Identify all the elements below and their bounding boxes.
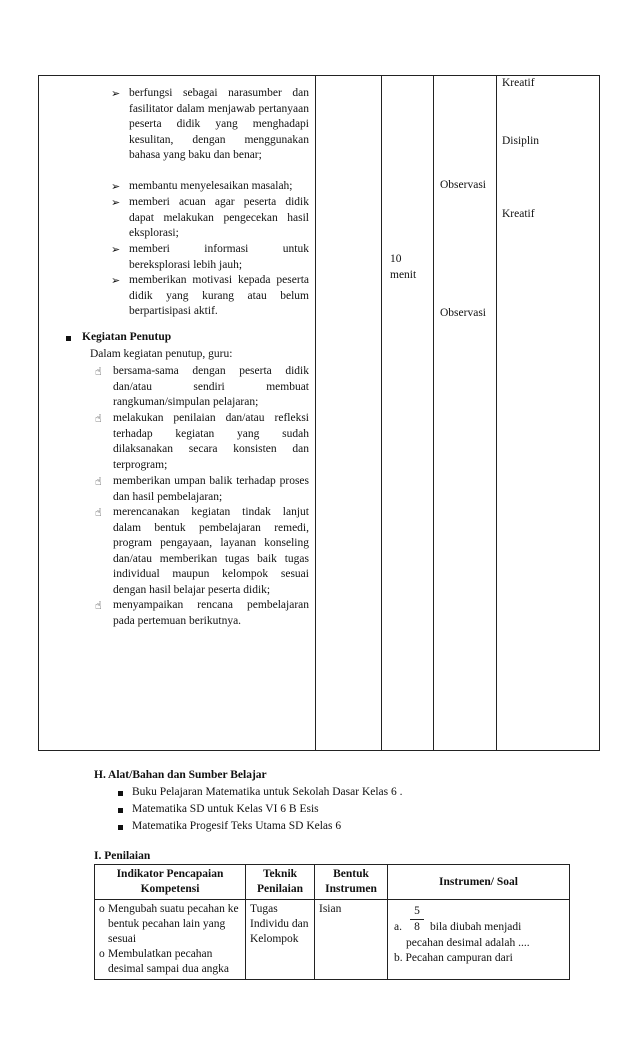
hand-bullet-icon: ☝	[95, 475, 102, 488]
arrow-bullet-icon: ➢	[111, 180, 121, 193]
header-form: Bentuk Instrumen	[315, 865, 388, 900]
fraction-denominator: 8	[414, 921, 420, 933]
hand-bullet-icon: ☝	[95, 365, 102, 378]
indicator-item: Membulatkan pecahan desimal sampai dua angka	[108, 948, 230, 975]
form-cell: Isian	[315, 900, 388, 980]
square-bullet-icon	[118, 808, 123, 813]
question-a-label: a.	[394, 921, 402, 933]
hand-bullet-icon: ☝	[95, 599, 102, 612]
closing-item: bersama-sama dengan peserta didik dan/atau sendiri membuat rangkuman/simpulan pelajaran;	[113, 365, 309, 408]
assessment-table	[94, 864, 570, 980]
section-i-heading: I. Penilaian	[94, 850, 151, 862]
question-cell	[388, 900, 570, 980]
activity-item: memberikan motivasi kepada peserta didik yang kurang atau belum berpartisipasi aktif.	[129, 274, 309, 317]
time-unit: menit	[390, 269, 417, 281]
assessment-method: Observasi	[440, 307, 486, 319]
hand-bullet-icon: ☝	[95, 506, 102, 519]
activity-item: membantu menyelesaikan masalah;	[129, 180, 293, 192]
activity-item: memberi informasi untuk bereksplorasi lebih jauh;	[129, 243, 309, 271]
question-b: b. Pecahan campuran dari	[394, 952, 513, 964]
table-col-divider	[496, 75, 497, 751]
arrow-bullet-icon: ➢	[111, 243, 121, 256]
indicator-item: Mengubah suatu pecahan ke bentuk pecahan lain yang sesuai	[108, 903, 239, 945]
arrow-bullet-icon: ➢	[111, 274, 121, 287]
character-value: Disiplin	[502, 135, 540, 147]
assessment-method: Observasi	[440, 179, 486, 191]
header-technique: Teknik Penilaian	[246, 865, 315, 900]
hand-bullet-icon: ☝	[95, 412, 102, 425]
closing-item: merencanakan kegiatan tindak lanjut dalam bentuk pembelajaran remedi, program pengayaan, layanan konseling dan/atau memberikan tugas baik tugas individual maupun kelompok sesuai dengan hasil belajar peserta didik;	[113, 506, 309, 596]
character-value: Kreatif	[502, 77, 535, 89]
arrow-bullet-icon: ➢	[111, 87, 121, 100]
activity-item: berfungsi sebagai narasumber dan fasilitator dalam menjawab pertanyaan peserta didik yang menghadapi kesulitan, dengan menggunakan bahasa yang baku dan benar;	[129, 87, 309, 161]
section-h-heading: H. Alat/Bahan dan Sumber Belajar	[94, 769, 267, 781]
closing-heading: Kegiatan Penutup	[82, 331, 172, 343]
arrow-bullet-icon: ➢	[111, 196, 121, 209]
indicator-cell: o Mengubah suatu pecahan ke bentuk pecahan lain yang sesuai o Membulatkan pecahan desimal sampai dua angka	[95, 900, 246, 980]
table-col-divider	[381, 75, 382, 751]
closing-item: memberikan umpan balik terhadap proses dan hasil pembelajaran;	[113, 475, 309, 503]
square-bullet-icon	[118, 825, 123, 830]
activity-item: memberi acuan agar peserta didik dapat melakukan pengecekan hasil eksplorasi;	[129, 196, 309, 239]
table-left-border	[38, 75, 39, 751]
resource-item: Buku Pelajaran Matematika untuk Sekolah Dasar Kelas 6 .	[132, 786, 403, 798]
header-indicator: Indikator Pencapaian Kompetensi	[95, 865, 246, 900]
time-value: 10	[390, 253, 402, 265]
square-bullet-icon	[118, 791, 123, 796]
question-a-text: bila diubah menjadi	[430, 921, 522, 933]
closing-intro: Dalam kegiatan penutup, guru:	[90, 348, 233, 360]
table-col-divider	[433, 75, 434, 751]
table-bottom-border	[38, 750, 600, 751]
header-instrument: Instrumen/ Soal	[388, 865, 570, 900]
character-value: Kreatif	[502, 208, 535, 220]
table-col-divider	[315, 75, 316, 751]
closing-item: melakukan penilaian dan/atau refleksi terhadap kegiatan yang sudah dilaksanakan secara konsisten dan terprogram;	[113, 412, 309, 471]
question-a-text2: pecahan desimal adalah ....	[406, 937, 530, 949]
technique-cell: Tugas Individu dan Kelompok	[246, 900, 315, 980]
table-right-border	[599, 75, 600, 751]
resource-item: Matematika Progesif Teks Utama SD Kelas 6	[132, 820, 342, 832]
fraction-numerator: 5	[414, 905, 420, 917]
square-bullet-icon	[66, 336, 71, 341]
resource-item: Matematika SD untuk Kelas VI 6 B Esis	[132, 803, 319, 815]
closing-item: menyampaikan rencana pembelajaran pada pertemuan berikutnya.	[113, 599, 309, 627]
